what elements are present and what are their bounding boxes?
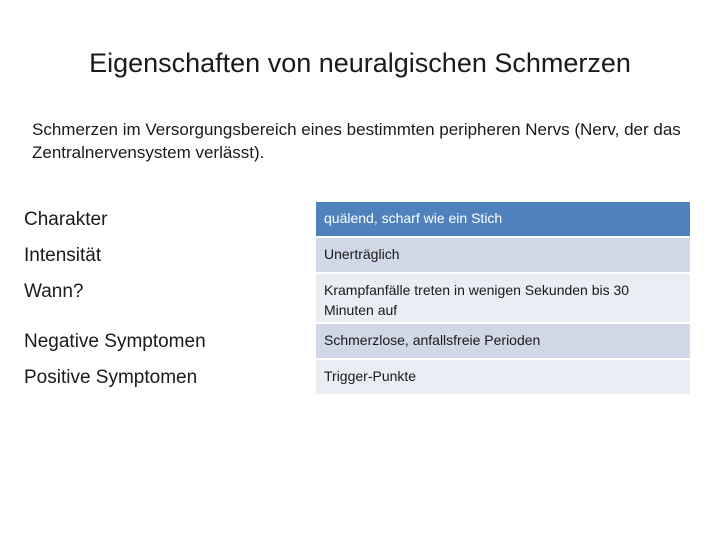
row-value: Schmerzlose, anfallsfreie Perioden [316, 324, 690, 358]
row-label: Positive Symptomen [16, 360, 316, 394]
row-label: Intensität [16, 238, 316, 272]
row-value: Trigger-Punkte [316, 360, 690, 394]
row-value: Krampfanfälle treten in wenigen Sekunden bis 30 Minuten auf [316, 274, 690, 322]
row-label: Negative Symptomen [16, 324, 316, 358]
table-row [16, 360, 690, 396]
row-value: Unerträglich [316, 238, 690, 272]
table-row [16, 238, 690, 274]
slide-subtitle: Schmerzen im Versorgungsbereich eines bestimmten peripheren Nervs (Nerv, der das Zentralnervensystem verlässt). [32, 120, 681, 162]
table-row [16, 274, 690, 324]
table-row [16, 324, 690, 360]
table-row [16, 202, 690, 238]
row-label: Charakter [16, 202, 316, 236]
row-value: quälend, scharf wie ein Stich [316, 202, 690, 236]
row-label: Wann? [16, 274, 316, 322]
slide-title: Eigenschaften von neuralgischen Schmerzen [89, 48, 631, 78]
properties-table [16, 202, 690, 396]
